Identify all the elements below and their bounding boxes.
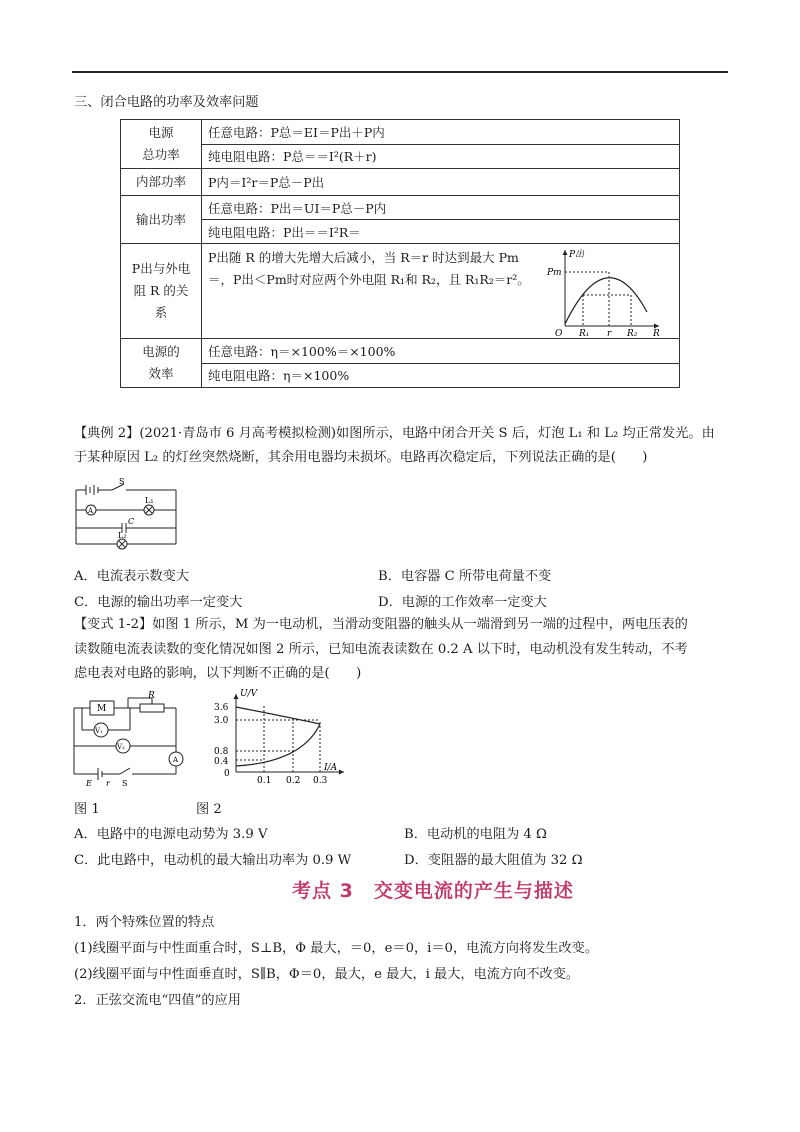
l2-label: L₂ [118,531,127,540]
x-tick: 0.2 [286,776,301,786]
row-efficiency-label [121,339,202,388]
variant-line: 【变式 1-2】如图 1 所示，M 为一电动机，当滑动变阻器的触头从一端滑到另一端的过程中，两电压表的 [74,617,688,632]
emf-label: E [86,779,92,788]
total-power-pure-resistor: 纯电阻电路：P总＝＝I²(R＋r) [202,144,680,169]
label-line: 阻 R 的关 [133,283,189,298]
relation-text-line: P出随 R 的增大先增大后减小，当 R＝r 时达到最大 Pm [208,250,519,265]
label-line: 系 [154,305,168,320]
x-axis-arrow [339,770,344,775]
variant-line: 虑电表对电路的影响，以下判断不正确的是( ) [74,666,362,681]
label-line: 电源 [148,125,174,140]
ammeter-label: A [88,507,94,515]
output-power-any-circuit: 任意电路：P出＝UI＝P总－P内 [202,196,680,220]
internal-resistance-label: r [106,779,110,788]
row-total-power-label [121,120,202,169]
power-efficiency-table [120,119,680,388]
top-rule [72,71,728,73]
x-axis-arrow [654,324,659,329]
label-line: 总功率 [142,147,180,162]
ammeter-label: A [173,756,179,764]
topic3-heading: 考点 3 交变电流的产生与描述 [292,880,574,902]
topic3-item: 1．两个特殊位置的特点 [74,915,215,930]
origin-label: O [555,329,563,338]
y-axis-arrow [563,250,568,255]
output-power-pure-resistor: 纯电阻电路：P出＝＝I²R＝ [202,220,680,244]
variant-line: 读数随电流表读数的变化情况如图 2 所示，已知电流表读数在 0.2 A 以下时，电动机没有发生转动，不考 [74,642,688,657]
section-title: 三、闭合电路的功率及效率问题 [74,95,259,110]
motor-label: M [97,704,107,714]
row-relation-label [121,244,202,339]
x-axis-label: R [653,329,660,338]
y-tick: 3.0 [214,716,229,726]
v1-label: V₁ [95,727,103,735]
variant-circuit-diagram [68,690,186,788]
example2-circuit-diagram [72,476,182,554]
switch-label: S [122,779,128,788]
variant-option-a: A．电路中的电源电动势为 3.9 V [74,827,268,842]
example2-line: 【典例 2】(2021·青岛市 6 月高考模拟检测)如图所示，电路中闭合开关 S 后，灯泡 L₁ 和 L₂ 均正常发光。由 [74,426,715,441]
l1-label: L₁ [145,496,154,505]
capacitor-label: C [128,517,135,526]
variant-option-b: B．电动机的电阻为 4 Ω [404,827,547,842]
topic3-item: (1)线圈平面与中性面重合时，S⊥B，Φ 最大，＝0，e＝0，i＝0，电流方向将发生改变。 [74,941,599,956]
example2-line: 于某种原因 L₂ 的灯丝突然烧断，其余用电器均未损坏。电路再次稳定后，下列说法正确的是( ) [74,450,648,465]
example2-option-a: A．电流表示数变大 [74,569,190,584]
variant-option-d: D．变阻器的最大阻值为 32 Ω [404,853,583,868]
label-line: 效率 [148,366,174,381]
r-tick: r [607,329,612,338]
graph-y-label: U/V [240,689,258,699]
row-output-power-label: 输出功率 [121,196,202,244]
example2-option-b: B．电容器 C 所带电荷量不变 [378,569,552,584]
efficiency-any-circuit: 任意电路：η＝×100%＝×100% [202,339,680,364]
label-line: P出与外电 [131,261,191,276]
y-tick: 0.4 [214,757,229,767]
x-tick: 0.1 [257,776,272,786]
internal-power-formula: P内＝I²r＝P总－P出 [202,169,680,196]
power-curve [565,278,647,324]
power-resistance-graph [547,246,667,338]
x-tick: 0.3 [313,776,328,786]
topic3-item: 2．正弦交流电“四值”的应用 [74,993,241,1008]
label-line: 电源的 [142,344,180,359]
switch-label: S [119,477,125,486]
efficiency-pure-resistor: 纯电阻电路：η＝×100% [202,363,680,388]
y-tick: 0.8 [214,747,229,757]
graph-x-label: I/A [324,763,338,773]
total-power-any-circuit: 任意电路：P总＝EI＝P出＋P内 [202,120,680,145]
figure2-caption: 图 2 [196,802,222,817]
pm-label: Pm [547,268,562,278]
row-internal-power-label: 内部功率 [121,169,202,196]
y-axis-arrow [234,694,239,699]
relation-cell [202,244,680,339]
relation-text-line: ＝，P出＜Pm时对应两个外电阻 R₁和 R₂，且 R₁R₂＝r²。 [208,272,530,287]
example2-option-c: C．电源的输出功率一定变大 [74,595,243,610]
v2-label: V₂ [117,743,125,751]
example2-option-d: D．电源的工作效率一定变大 [378,595,547,610]
origin-tick: 0 [224,769,230,779]
figure1-caption: 图 1 [74,802,100,817]
voltage-current-graph [212,688,352,788]
y-axis-label: P出 [569,250,585,260]
variant-option-c: C．此电路中，电动机的最大输出功率为 0.9 W [74,853,352,868]
r2-tick: R₂ [627,329,638,338]
y-tick: 3.6 [214,703,229,713]
rheostat-label: R [148,691,155,701]
topic3-item: (2)线圈平面与中性面垂直时，S∥B，Φ＝0，最大，e 最大，i 最大，电流方向不改变。 [74,967,580,982]
r1-tick: R₁ [579,329,590,338]
